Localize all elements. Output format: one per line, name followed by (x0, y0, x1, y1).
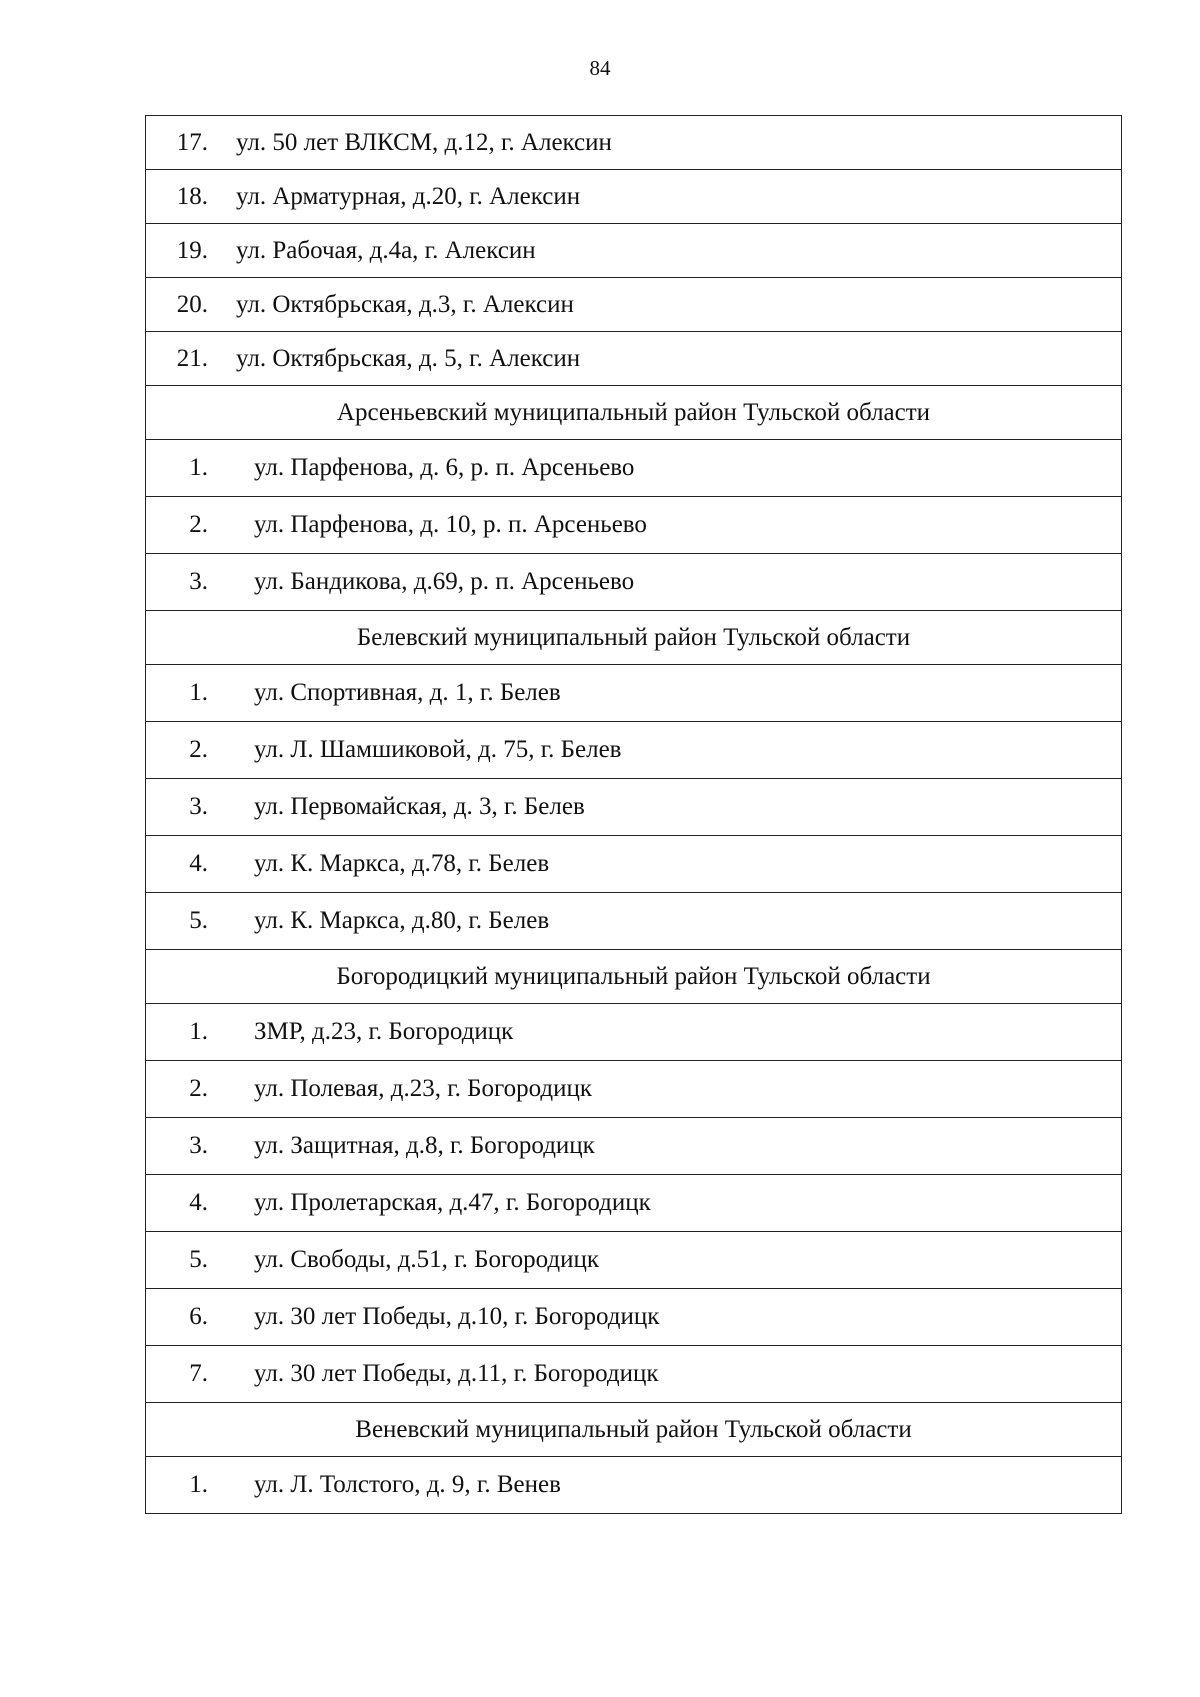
table-row (146, 1346, 1122, 1403)
table-row (146, 332, 1122, 386)
row-number: 4. (189, 1189, 208, 1216)
row-number: 5. (189, 1246, 208, 1273)
section-heading-row (146, 386, 1122, 440)
table-row (146, 170, 1122, 224)
table-row (146, 1118, 1122, 1175)
table-row (146, 554, 1122, 611)
section-heading: Белевский муниципальный район Тульской области (146, 611, 1122, 665)
table-row (146, 497, 1122, 554)
row-number: 21. (176, 344, 208, 372)
row-number: 1. (189, 679, 208, 706)
row-address: ул. 50 лет ВЛКСМ, д.12, г. Алексин (236, 128, 612, 156)
row-address: ул. Октябрьская, д.3, г. Алексин (236, 290, 574, 318)
table-row (146, 665, 1122, 722)
row-number: 3. (189, 1132, 208, 1159)
row-address: ул. Защитная, д.8, г. Богородицк (254, 1132, 595, 1159)
row-number: 1. (189, 454, 208, 481)
row-address: ул. Первомайская, д. 3, г. Белев (254, 793, 585, 820)
row-address: ул. Октябрьская, д. 5, г. Алексин (236, 344, 581, 372)
row-number: 4. (189, 850, 208, 877)
row-address: ул. 30 лет Победы, д.11, г. Богородицк (254, 1360, 659, 1387)
row-address: ул. Пролетарская, д.47, г. Богородицк (254, 1189, 651, 1216)
address-table (145, 115, 1122, 1514)
table-row (146, 722, 1122, 779)
row-address: ул. Л. Шамшиковой, д. 75, г. Белев (254, 736, 622, 763)
table-row (146, 116, 1122, 170)
row-number: 3. (189, 568, 208, 595)
row-address: ул. Спортивная, д. 1, г. Белев (254, 679, 561, 706)
table-row (146, 836, 1122, 893)
row-address: ул. Арматурная, д.20, г. Алексин (236, 182, 581, 210)
row-address: ул. Парфенова, д. 6, р. п. Арсеньево (254, 454, 635, 481)
table-row (146, 1004, 1122, 1061)
section-heading: Арсеньевский муниципальный район Тульской области (146, 386, 1122, 440)
table-row (146, 779, 1122, 836)
table-row (146, 1289, 1122, 1346)
row-address: ул. Парфенова, д. 10, р. п. Арсеньево (254, 511, 647, 538)
table-row (146, 1175, 1122, 1232)
page-number: 84 (589, 56, 611, 80)
section-heading-row (146, 1403, 1122, 1457)
row-number: 3. (189, 793, 208, 820)
table-row (146, 278, 1122, 332)
table-row (146, 1232, 1122, 1289)
row-number: 2. (189, 511, 208, 538)
row-number: 20. (176, 290, 208, 318)
section-heading-row (146, 950, 1122, 1004)
table-row (146, 1457, 1122, 1514)
row-address: ул. К. Маркса, д.80, г. Белев (254, 907, 550, 934)
table-row (146, 440, 1122, 497)
table-row (146, 224, 1122, 278)
section-heading-row (146, 611, 1122, 665)
row-number: 19. (176, 236, 208, 264)
row-number: 7. (189, 1360, 208, 1387)
row-address: ул. Бандикова, д.69, р. п. Арсеньево (254, 568, 635, 595)
row-address: ул. К. Маркса, д.78, г. Белев (254, 850, 550, 877)
row-number: 2. (189, 736, 208, 763)
row-address: ул. Полевая, д.23, г. Богородицк (254, 1075, 593, 1102)
row-address: ул. 30 лет Победы, д.10, г. Богородицк (254, 1303, 660, 1330)
row-number: 18. (176, 182, 208, 210)
row-address: ул. Рабочая, д.4а, г. Алексин (236, 236, 536, 264)
row-address: ЗМР, д.23, г. Богородицк (254, 1018, 514, 1045)
row-number: 5. (189, 907, 208, 934)
table-row (146, 1061, 1122, 1118)
row-address: ул. Л. Толстого, д. 9, г. Венев (254, 1471, 561, 1498)
row-number: 2. (189, 1075, 208, 1102)
row-number: 1. (189, 1471, 208, 1498)
section-heading: Богородицкий муниципальный район Тульской области (146, 950, 1122, 1004)
section-heading: Веневский муниципальный район Тульской области (146, 1403, 1122, 1457)
row-number: 1. (189, 1018, 208, 1045)
row-number: 17. (176, 128, 208, 156)
table-row (146, 893, 1122, 950)
row-address: ул. Свободы, д.51, г. Богородицк (254, 1246, 599, 1273)
row-number: 6. (189, 1303, 208, 1330)
